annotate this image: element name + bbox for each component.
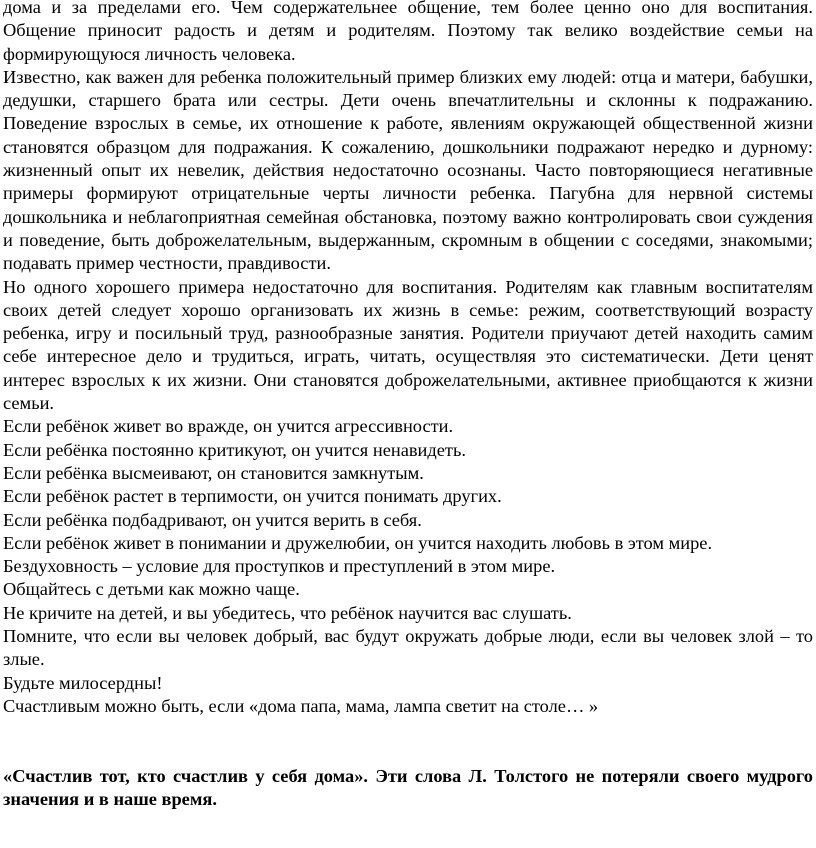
line-no-shouting: Не кричите на детей, и вы убедитесь, что ребёнок научится вас слушать.: [3, 602, 572, 623]
line-communicate: Общайтесь с детьми как можно чаще.: [3, 579, 300, 600]
line-encouragement: Если ребёнка подбадривают, он учится верить в себя.: [3, 509, 422, 530]
line-happiness: Счастливым можно быть, если «дома папа, мама, лампа светит на столе… »: [3, 695, 599, 716]
paragraph-organize-life: Но одного хорошего примера недостаточно для воспитания. Родителям как главным воспитателям своих детей следует хорошо организовать их жизнь в семье: режим, соответствующий возрасту ребенка, игру и посильный труд, разнообразные занятия. Родители приучают детей находить самим себе интересное дело и трудиться, играть, читать, осуществляя это систематически. Дети ценят интерес взрослых к их жизни. Они становятся доброжелательными, активнее приобщаются к жизни семьи.: [3, 276, 813, 414]
line-criticism: Если ребёнка постоянно критикуют, он учится ненавидеть.: [3, 439, 466, 460]
line-merciful: Будьте милосердны!: [3, 672, 163, 693]
document-page: [3, 0, 813, 811]
line-spirituality: Бездуховность – условие для проступков и преступлений в этом мире.: [3, 556, 556, 577]
line-tolerance: Если ребёнок растет в терпимости, он учится понимать других.: [3, 486, 502, 507]
line-hostility: Если ребёнок живет во вражде, он учится агрессивности.: [3, 416, 454, 437]
line-ridicule: Если ребёнка высмеивают, он становится замкнутым.: [3, 462, 424, 483]
paragraph-positive-example: Известно, как важен для ребенка положительный пример близких ему людей: отца и матери, бабушки, дедушки, старшего брата или сестры. Дети очень впечатлительны и склонны к подражанию. Поведение взрослых в семье, их отношение к работе, явлениям окружающей общественной жизни становятся образцом для подражания. К сожалению, дошкольники подражают нередко и дурному: жизненный опыт их невелик, действия недостаточно осознаны. Часто повторяющиеся негативные примеры формируют отрицательные черты личности ребенка. Пагубна для нервной системы дошкольника и неблагоприятная семейная обстановка, поэтому важно контролировать свои суждения и поведение, быть доброжелательным, выдержанным, скромным в общении с соседями, знакомыми; подавать пример честности, правдивости.: [3, 66, 813, 274]
paragraph-family-communication: дома и за пределами его. Чем содержательнее общение, тем более ценно оно для воспитания. Общение приносит радость и детям и родителям. Поэтому так велико воздействие семьи на формирующуюся личность человека.: [3, 0, 813, 64]
tolstoy-quote: «Счастлив тот, кто счастлив у себя дома». Эти слова Л. Толстого не потеряли своего мудрого значения и в наше время.: [3, 765, 813, 810]
line-friendship: Если ребёнок живет в понимании и дружелюбии, он учится находить любовь в этом мире.: [3, 532, 713, 553]
paragraph-remember: Помните, что если вы человек добрый, вас будут окружать добрые люди, если вы человек злой – то злые.: [3, 626, 813, 670]
blank-space: [3, 718, 813, 765]
